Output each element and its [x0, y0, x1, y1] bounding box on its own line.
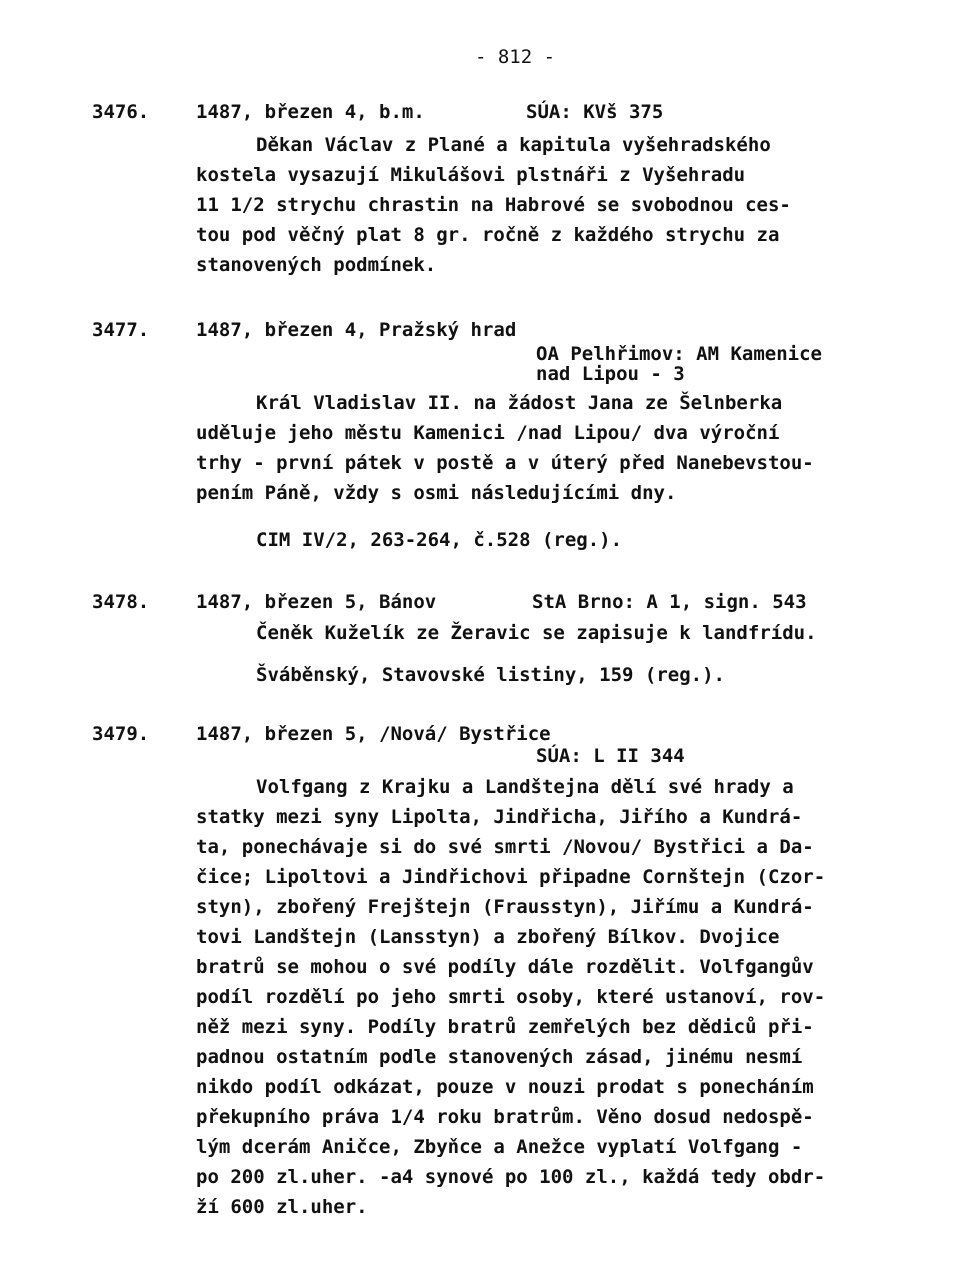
entry-source: OA Pelhřimov: AM Kamenice: [536, 343, 822, 365]
regest-line: lým dcerám Aničce, Zbyňce a Anežce vyplatí Volfgang -: [196, 1136, 803, 1158]
regest-line: nikdo podíl odkázat, pouze v nouzi prodat s ponecháním: [196, 1076, 814, 1098]
regest-line: ží 600 zl.uher.: [196, 1196, 368, 1218]
regest-line: ta, ponechávaje si do své smrti /Novou/ Bystřici a Da-: [196, 836, 814, 858]
entry-regest: [196, 130, 876, 280]
regest-line: Volfgang z Krajku a Landštejna dělí své hrady a: [256, 776, 794, 798]
regest-line: pením Páně, vždy s osmi následujícími dny.: [196, 482, 677, 504]
regest-line: podíl rozdělí po jeho smrti osoby, které ustanoví, rov-: [196, 986, 826, 1008]
regest-line: uděluje jeho městu Kamenici /nad Lipou/ dva výroční: [196, 422, 780, 444]
entry-source-continued: nad Lipou - 3: [536, 363, 685, 385]
regest-line: padnou ostatním podle stanovených zásad, jinému nesmí: [196, 1046, 803, 1068]
entry-number: 3478.: [92, 591, 150, 613]
page-number: - 812 -: [474, 46, 556, 68]
entry-number: 3476.: [92, 101, 150, 123]
regest-line: překupního práva 1/4 roku bratrům. Věno dosud nedospě-: [196, 1106, 814, 1128]
entry-source: StA Brno: A 1, sign. 543: [532, 591, 807, 613]
regest-line: statky mezi syny Lipolta, Jindřicha, Jiřího a Kundrá-: [196, 806, 803, 828]
regest-line: styn), zbořený Frejštejn (Frausstyn), Jiřímu a Kundrá-: [196, 896, 814, 918]
regest-line: po 200 zl.uher. -a4 synové po 100 zl., každá tedy obdr-: [196, 1166, 826, 1188]
regest-line: čice; Lipoltovi a Jindřichovi připadne Cornštejn (Czor-: [196, 866, 826, 888]
entry-number: 3477.: [92, 319, 150, 341]
regest-line: Král Vladislav II. na žádost Jana ze Šelnberka: [256, 392, 783, 414]
regest-line: stanovených podmínek.: [196, 254, 437, 276]
entry-date-place: 1487, březen 4, b.m.: [196, 101, 425, 123]
regest-line: tovi Landštejn (Lansstyn) a zbořený Bílkov. Dvojice: [196, 926, 780, 948]
regest-line: Děkan Václav z Plané a kapitula vyšehradského: [256, 134, 771, 156]
regest-line: bratrů se mohou o své podíly dále rozdělit. Volfgangův: [196, 956, 814, 978]
entry-source: SÚA: KVš 375: [526, 101, 664, 123]
entry-regest-line: Čeněk Kuželík ze Žeravic se zapisuje k landfrídu.: [256, 622, 817, 644]
regest-line: 11 1/2 strychu chrastin na Habrové se svobodnou ces-: [196, 194, 791, 216]
entry-reference: Šváběnský, Stavovské listiny, 159 (reg.).: [256, 664, 725, 686]
regest-line: něž mezi syny. Podíly bratrů zemřelých bez dědiců při-: [196, 1016, 814, 1038]
entry-source: SÚA: L II 344: [536, 745, 685, 767]
entry-reference: CIM IV/2, 263-264, č.528 (reg.).: [256, 529, 623, 551]
regest-line: kostela vysazují Mikulášovi plstnáři z Vyšehradu: [196, 164, 746, 186]
regest-line: trhy - první pátek v postě a v úterý před Nanebevstou-: [196, 452, 814, 474]
entry-number: 3479.: [92, 723, 150, 745]
entry-date-place: 1487, březen 4, Pražský hrad: [196, 319, 517, 341]
entry-regest: [196, 388, 876, 508]
entry-regest: [196, 772, 876, 1222]
regest-line: tou pod věčný plat 8 gr. ročně z každého strychu za: [196, 224, 780, 246]
entry-date-place: 1487, březen 5, /Nová/ Bystřice: [196, 723, 551, 745]
entry-date-place: 1487, březen 5, Bánov: [196, 591, 437, 613]
